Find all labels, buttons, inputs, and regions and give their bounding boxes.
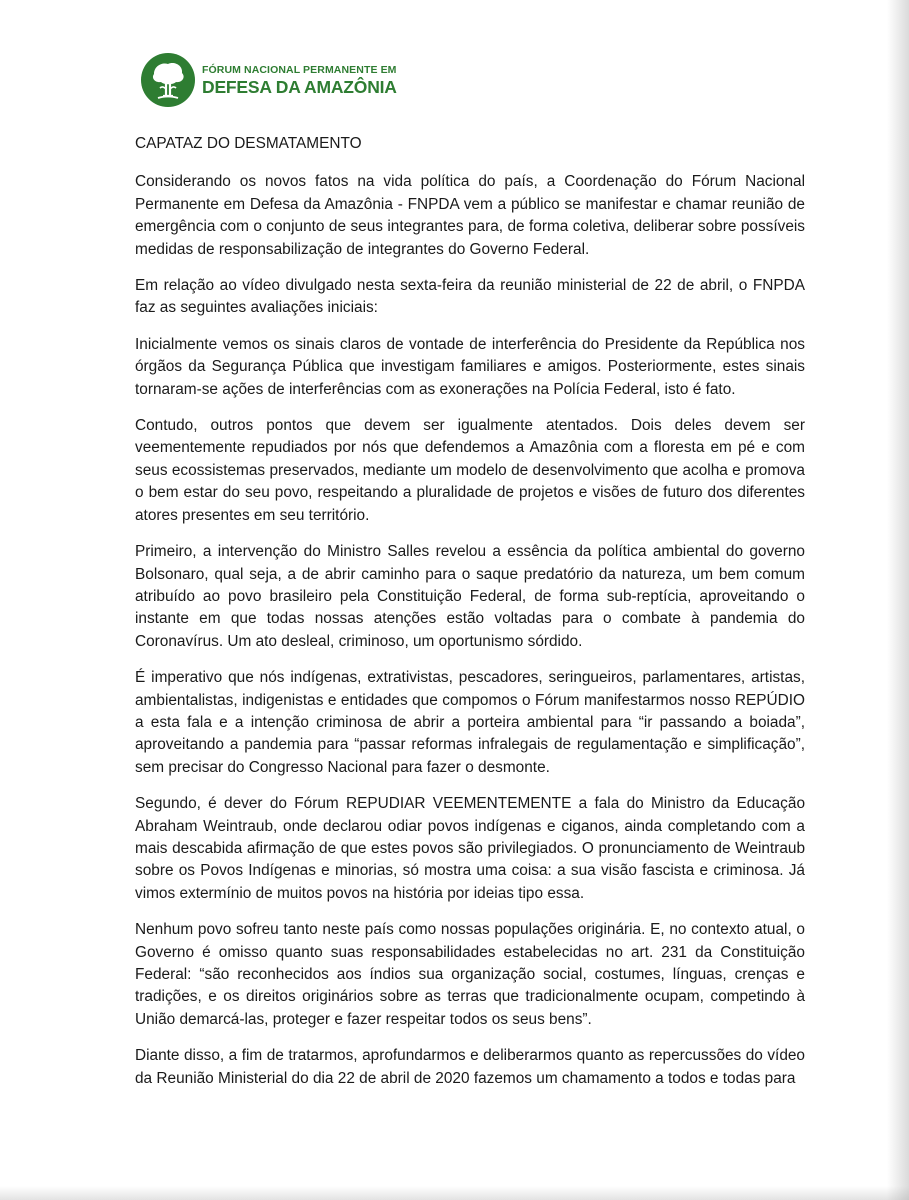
amazon-forum-emblem-icon bbox=[140, 52, 196, 108]
logo-line-2: DEFESA DA AMAZÔNIA bbox=[202, 76, 397, 97]
paragraph-6: É imperativo que nós indígenas, extrativistas, pescadores, seringueiros, parlamentares, artistas, ambientalistas, indigenistas e entidades que compomos o Fórum manifestarmos nosso REPÚDIO a esta fala e a intenção criminosa de abrir a porteira ambiental para “ir passando a boiada”, aproveitando a pandemia para “passar reformas infralegais de regulamentação e simplificação”, sem precisar do Congresso Nacional para fazer o desmonte. bbox=[135, 669, 805, 776]
paragraph-2: Em relação ao vídeo divulgado nesta sexta-feira da reunião ministerial de 22 de abril, o FNPDA faz as seguintes avaliações iniciais: bbox=[135, 277, 805, 317]
paragraph-9: Diante disso, a fim de tratarmos, aprofundarmos e deliberarmos quanto as repercussões do vídeo da Reunião Ministerial do dia 22 de abril de 2020 fazemos um chamamento a todos e todas para bbox=[135, 1047, 805, 1087]
paragraph-8: Nenhum povo sofreu tanto neste país como nossas populações originária. E, no contexto atual, o Governo é omisso quanto suas responsabilidades estabelecidas no art. 231 da Constituição Federal: “são reconhecidos aos índios sua organização social, costumes, línguas, crenças e tradições, e os direitos originários sobre as terras que tradicionalmente ocupam, competindo à União demarcá-las, proteger e fazer respeitar todos os seus bens”. bbox=[135, 921, 805, 1028]
paragraph-5: Primeiro, a intervenção do Ministro Salles revelou a essência da política ambiental do governo Bolsonaro, qual seja, a de abrir caminho para o saque predatório da natureza, um bem comum atribuído ao povo brasileiro pela Constituição Federal, de forma sub-reptícia, aproveitando o instante em que todas nossas atenções estão voltadas para o combate à pandemia do Coronavírus. Um ato desleal, criminoso, um oportunismo sórdido. bbox=[135, 543, 805, 650]
page-bottom-shadow bbox=[0, 1186, 909, 1200]
logo-line-1: FÓRUM NACIONAL PERMANENTE EM bbox=[202, 63, 397, 76]
paragraph-7: Segundo, é dever do Fórum REPUDIAR VEEMENTEMENTE a fala do Ministro da Educação Abraham Weintraub, onde declarou odiar povos indígenas e ciganos, ainda completando com a mais descabida afirmação de que estes povos são privilegiados. O pronunciamento de Weintraub sobre os Povos Indígenas e minorias, só mostra uma coisa: a sua visão fascista e criminosa. Já vimos extermínio de muitos povos na história por ideias tipo essa. bbox=[135, 795, 805, 902]
paragraph-1: Considerando os novos fatos na vida política do país, a Coordenação do Fórum Nacional Permanente em Defesa da Amazônia - FNPDA vem a público se manifestar e chamar reunião de emergência com o conjunto de seus integrantes para, de forma coletiva, deliberar sobre possíveis medidas de responsabilização de integrantes do Governo Federal. bbox=[135, 173, 805, 258]
paragraph-4: Contudo, outros pontos que devem ser igualmente atentados. Dois deles devem ser veementemente repudiados por nós que defendemos a Amazônia com a floresta em pé e com seus ecossistemas preservados, mediante um modelo de desenvolvimento que acolha e promova o bem estar do seu povo, respeitando a pluralidade de projetos e visões de futuro dos diferentes atores presentes em seu território. bbox=[135, 417, 805, 524]
document-title: CAPATAZ DO DESMATAMENTO bbox=[135, 135, 362, 152]
logo-text bbox=[202, 64, 397, 97]
paragraph-3: Inicialmente vemos os sinais claros de vontade de interferência do Presidente da República nos órgãos da Segurança Pública que investigam familiares e amigos. Posteriormente, estes sinais tornaram-se ações de interferências com as exonerações na Polícia Federal, isto é fato. bbox=[135, 335, 805, 398]
forum-logo bbox=[140, 52, 397, 108]
page-edge-shadow bbox=[887, 0, 909, 1200]
document-body bbox=[135, 133, 805, 1104]
